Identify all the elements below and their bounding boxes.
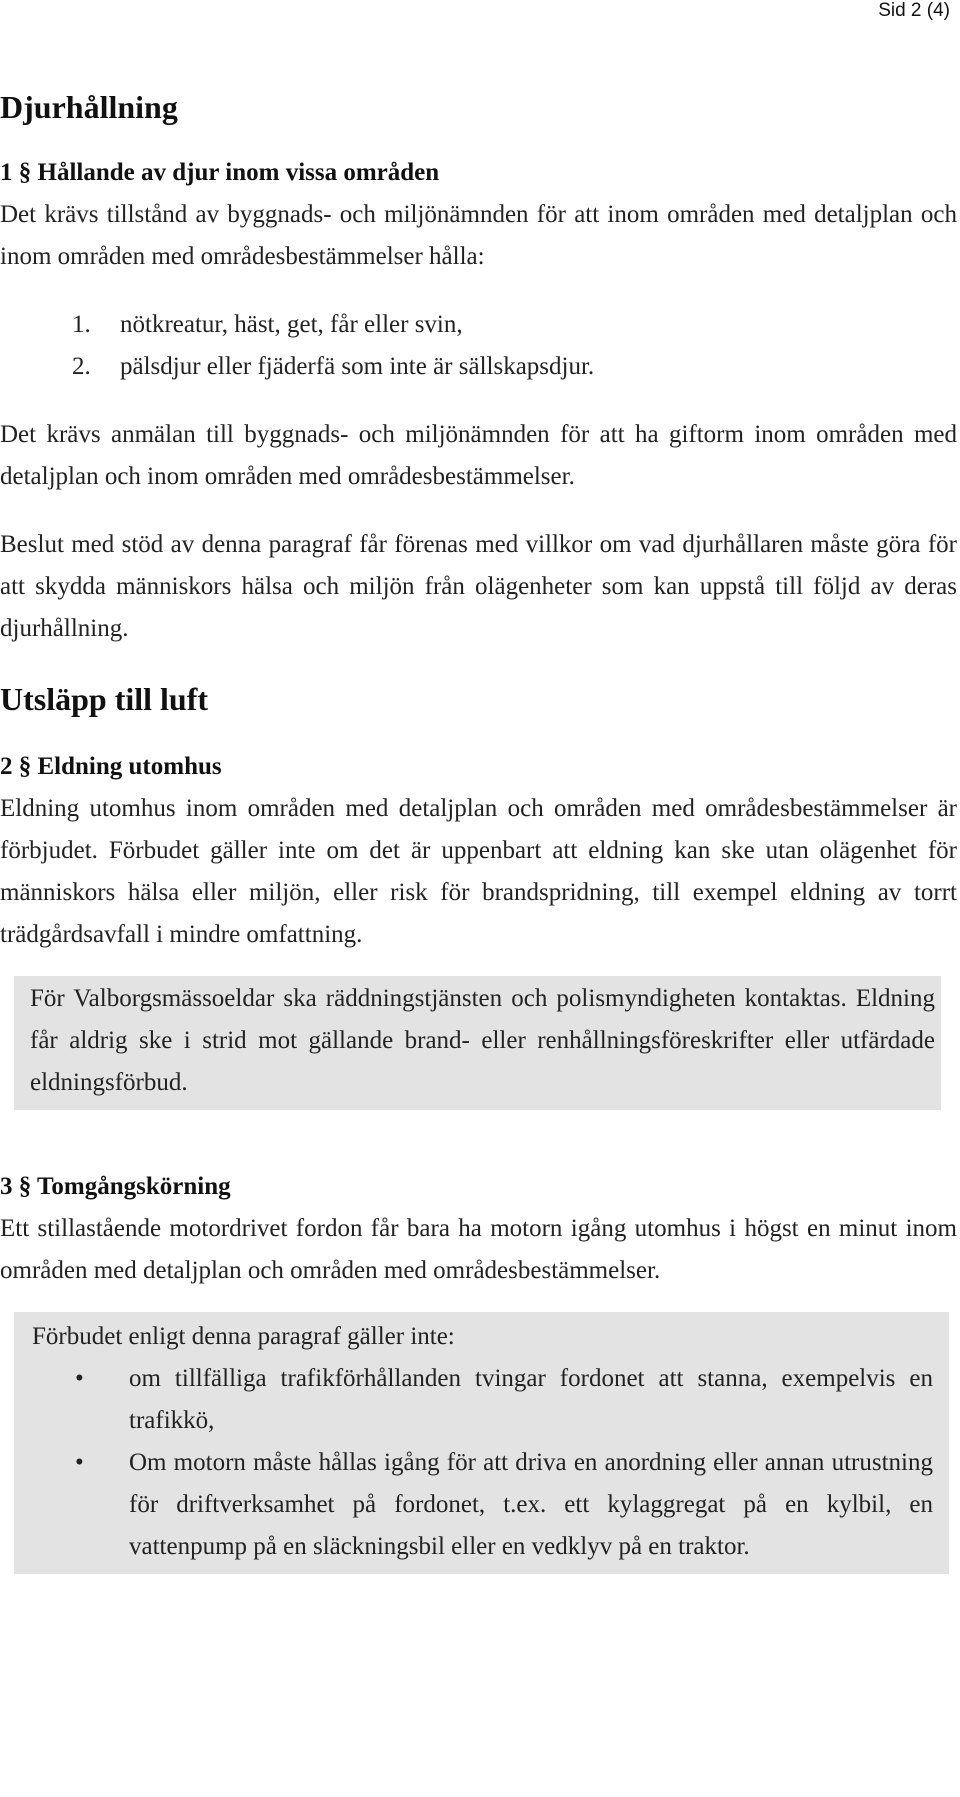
bullet-icon: •	[75, 1449, 84, 1476]
paragraph-2-body: Eldning utomhus inom områden med detaljplan och områden med områdesbestämmelser är förbjudet. Förbudet gäller inte om det är uppenbart att eldning kan ske utan olägenhet för människors hälsa eller miljön, eller risk för brandspridning, till exempel eldning av torrt trädgårdsavfall i mindre omfattning.	[0, 795, 957, 948]
list-item	[72, 304, 957, 346]
section-title-utslapp: Utsläpp till luft	[0, 681, 209, 717]
paragraph-1-intro: Det krävs tillstånd av byggnads- och miljönämnden för att inom områden med detaljplan och inom områden med områdesbestämmelser hålla:	[0, 201, 957, 270]
page-number: Sid 2 (4)	[878, 0, 950, 21]
exceptions-intro: Förbudet enligt denna paragraf gäller inte:	[32, 1323, 455, 1350]
paragraph-3-exceptions-box	[14, 1312, 949, 1574]
paragraph-2-note-box	[14, 976, 941, 1110]
list-item-text: om tillfälliga trafikförhållanden tvingar fordonet att stanna, exempelvis en trafikkö,	[129, 1365, 933, 1434]
animal-list	[0, 304, 957, 388]
list-item	[32, 1442, 933, 1568]
list-item-number: 1.	[72, 311, 91, 338]
paragraph-1-heading: 1 § Hållande av djur inom vissa områden	[0, 159, 440, 186]
paragraph-2-heading: 2 § Eldning utomhus	[0, 753, 222, 780]
section-title-djurhallning: Djurhållning	[0, 89, 178, 125]
bullet-icon: •	[75, 1365, 84, 1392]
list-item-text: Om motorn måste hållas igång för att driva en anordning eller annan utrustning för driftverksamhet på fordonet, t.ex. ett kylaggregat på en kylbil, en vattenpump på en släckningsbil eller en vedklyv på en traktor.	[129, 1449, 933, 1560]
paragraph-1-notice: Det krävs anmälan till byggnads- och miljönämnden för att ha giftorm inom områden med detaljplan och inom områden med områdesbestämmelser.	[0, 421, 957, 490]
paragraph-3-body: Ett stillastående motordrivet fordon får bara ha motorn igång utomhus i högst en minut inom områden med detaljplan och områden med områdesbestämmelser.	[0, 1215, 957, 1284]
list-item	[32, 1358, 933, 1442]
list-item-text: pälsdjur eller fjäderfä som inte är sällskapsdjur.	[120, 353, 595, 380]
paragraph-1-conditions: Beslut med stöd av denna paragraf får förenas med villkor om vad djurhållaren måste göra för att skydda människors hälsa och miljön från olägenheter som kan uppstå till följd av deras djurhållning.	[0, 531, 957, 642]
paragraph-2-note: För Valborgsmässoeldar ska räddningstjänsten och polismyndigheten kontaktas. Eldning får aldrig ske i strid mot gällande brand- eller renhållningsföreskrifter eller utfärdade eldningsförbud.	[30, 985, 935, 1096]
list-item-text: nötkreatur, häst, get, får eller svin,	[120, 311, 463, 338]
exceptions-list	[32, 1358, 933, 1568]
list-item	[72, 346, 957, 388]
document-body	[0, 84, 957, 1574]
list-item-number: 2.	[72, 353, 91, 380]
paragraph-3-heading: 3 § Tomgångskörning	[0, 1173, 231, 1200]
